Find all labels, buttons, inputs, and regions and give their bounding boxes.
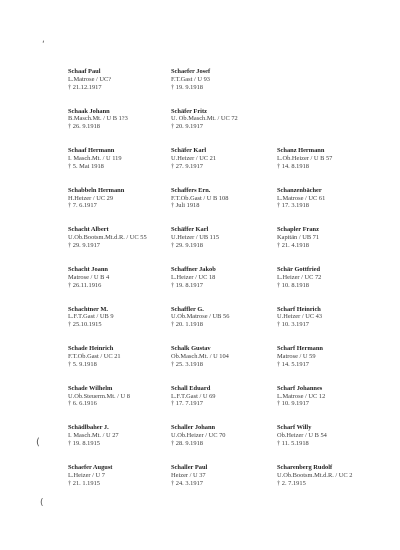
entry-death: † 14. 5.1917 bbox=[277, 360, 309, 368]
entry-unit: L.Matrose / UC 61 bbox=[277, 194, 326, 202]
list-entry bbox=[277, 424, 390, 464]
entry-death: † 28. 9.1918 bbox=[171, 439, 203, 447]
entry-name: Schall Eduard bbox=[171, 384, 211, 392]
entry-name: Schaller Johann bbox=[171, 424, 216, 432]
list-entry bbox=[68, 424, 171, 464]
entry-name: Schacht Joann bbox=[68, 265, 108, 273]
entry-name: Schanz Hermann bbox=[277, 147, 325, 155]
entry-death: † 29. 9.1918 bbox=[171, 241, 203, 249]
entry-death: † 25.10.1915 bbox=[68, 321, 102, 329]
entry-name: Schaaf Hermann bbox=[68, 147, 115, 155]
entry-name: Schaffner Jakob bbox=[171, 265, 216, 273]
entry-death: † 26.11.1916 bbox=[68, 281, 102, 289]
entry-unit: H.Heizer / UC 29 bbox=[68, 194, 114, 202]
list-entry bbox=[68, 68, 171, 108]
entry-death: † 10. 8.1918 bbox=[277, 281, 309, 289]
entry-unit: L.F.T.Gast / U 69 bbox=[171, 392, 216, 400]
entry-death: † 24. 3.1917 bbox=[171, 479, 203, 487]
entry-name: Schanzenbächer bbox=[277, 186, 322, 194]
entry-name: Scharf Willy bbox=[277, 424, 312, 432]
entry-unit: L.Matrose / UC 12 bbox=[277, 392, 326, 400]
entry-death: † 10. 3.1917 bbox=[277, 321, 309, 329]
list-entry bbox=[277, 68, 390, 108]
entry-unit: Matrose / U 59 bbox=[277, 352, 316, 360]
entry-unit: I. Masch.Mt. / U 27 bbox=[68, 432, 119, 440]
entry-unit: U.Ob.Heizer / UC 70 bbox=[171, 432, 226, 440]
list-entry bbox=[68, 266, 171, 306]
entry-death: † 27. 9.1917 bbox=[171, 162, 203, 170]
entry-death: † 17. 7.1917 bbox=[171, 400, 203, 408]
entry-death: † 21. 4.1918 bbox=[277, 241, 309, 249]
entry-unit: Kapitän / UB 71 bbox=[277, 234, 320, 242]
entry-death: † 25. 3.1918 bbox=[171, 360, 203, 368]
list-entry bbox=[277, 226, 390, 266]
entry-death: † 21.12.1917 bbox=[68, 83, 102, 91]
list-entry bbox=[68, 108, 171, 148]
entry-name: Schaefer Josef bbox=[171, 68, 211, 75]
entry-unit: U.Heizer / UB 115 bbox=[171, 234, 220, 242]
list-entry bbox=[171, 306, 277, 346]
entry-death: † 7. 6.1917 bbox=[68, 202, 97, 210]
entry-name: Schaefer August bbox=[68, 463, 113, 471]
list-entry bbox=[171, 147, 277, 187]
entry-name: Scharf Hermann bbox=[277, 345, 323, 353]
entry-death: † 17. 3.1918 bbox=[277, 202, 309, 210]
entry-name: Scharf Johannes bbox=[277, 384, 323, 392]
entry-death: † 19. 8.1917 bbox=[171, 281, 203, 289]
entry-name: Schachtner M. bbox=[68, 305, 108, 313]
entry-name: Schaffers Ern. bbox=[171, 186, 211, 194]
list-entry bbox=[171, 226, 277, 266]
entry-death: † 19. 9.1918 bbox=[171, 83, 203, 91]
entry-unit: F.T.Gast / U 93 bbox=[171, 75, 210, 83]
entry-death: † 20. 9.1917 bbox=[171, 123, 203, 131]
entry-name: Schaaf Paul bbox=[68, 68, 101, 75]
entry-unit: F.T.Ob.Gast / U B 108 bbox=[171, 194, 229, 202]
entry-name: Schäfer Karl bbox=[171, 147, 207, 155]
list-entry bbox=[171, 464, 277, 504]
entry-name: Schalk Gustav bbox=[171, 345, 211, 353]
corner-mark: ‘ bbox=[42, 40, 45, 50]
list-entry bbox=[277, 266, 390, 306]
margin-bracket: ( bbox=[40, 498, 44, 508]
entry-unit: U.Heizer / UC 43 bbox=[277, 313, 323, 321]
entry-unit: L.F.T.Gast / UB 9 bbox=[68, 313, 114, 321]
entry-unit: F.T.Ob.Gast / UC 21 bbox=[68, 352, 121, 360]
entry-death: † 19. 8.1915 bbox=[68, 439, 100, 447]
list-entry bbox=[68, 385, 171, 425]
entry-death: † Juli 1918 bbox=[171, 202, 200, 210]
entry-name: Schäffer Karl bbox=[171, 226, 209, 234]
entry-unit: L.Ob.Heizer / U B 57 bbox=[277, 154, 333, 162]
entry-name: Schäfer Fritz bbox=[171, 107, 207, 115]
list-entry bbox=[171, 108, 277, 148]
list-entry bbox=[68, 464, 171, 504]
entry-unit: U.Heizer / UC 21 bbox=[171, 154, 217, 162]
entry-death: † 11. 5.1918 bbox=[277, 439, 309, 447]
entry-name: Schaller Paul bbox=[171, 463, 208, 471]
entry-name: Schaffler G. bbox=[171, 305, 204, 313]
entry-name: Schädlbaher J. bbox=[68, 424, 109, 432]
entry-name: Schapler Franz bbox=[277, 226, 319, 234]
list-entry bbox=[277, 345, 390, 385]
list-entry bbox=[68, 226, 171, 266]
entry-death: † 14. 8.1918 bbox=[277, 162, 309, 170]
list-entry bbox=[277, 306, 390, 346]
entry-unit: B.Masch.Mt. / U B 1?3 bbox=[68, 115, 128, 123]
list-entry bbox=[277, 147, 390, 187]
entry-unit: U.Ob.Bootsm.Mt.d.R. / UC 55 bbox=[68, 234, 147, 242]
entry-name: Schär Gottfried bbox=[277, 265, 321, 273]
list-entry bbox=[68, 147, 171, 187]
list-entry bbox=[68, 306, 171, 346]
entry-death: † 21. 1.1915 bbox=[68, 479, 100, 487]
entry-name: Schacht Albert bbox=[68, 226, 109, 234]
entry-unit: L.Matrose / UC? bbox=[68, 75, 112, 83]
entry-death: † 10. 9.1917 bbox=[277, 400, 309, 408]
entry-name: Schade Heinrich bbox=[68, 345, 114, 353]
entry-death: † 26. 9.1918 bbox=[68, 123, 100, 131]
list-entry bbox=[277, 187, 390, 227]
casualty-list bbox=[68, 68, 390, 504]
list-entry bbox=[171, 187, 277, 227]
entry-death: † 5. 9.1918 bbox=[68, 360, 97, 368]
list-entry bbox=[171, 266, 277, 306]
margin-bracket: ( bbox=[36, 437, 40, 448]
list-entry bbox=[68, 187, 171, 227]
entry-name: Schade Wilhelm bbox=[68, 384, 113, 392]
list-entry bbox=[171, 345, 277, 385]
entry-name: Schaak Johann bbox=[68, 107, 110, 115]
list-entry bbox=[277, 464, 390, 504]
entry-death: † 6. 6.1916 bbox=[68, 400, 97, 408]
entry-unit: U.Ob.Steuerm.Mt. / U 8 bbox=[68, 392, 130, 400]
entry-unit: L.Heizer / U 7 bbox=[68, 471, 105, 479]
list-entry bbox=[68, 345, 171, 385]
entry-unit: I. Masch.Mt. / U 119 bbox=[68, 154, 122, 162]
list-entry bbox=[171, 68, 277, 108]
list-entry bbox=[171, 385, 277, 425]
list-entry bbox=[171, 424, 277, 464]
entry-unit: Ob.Masch.Mt. / U 104 bbox=[171, 352, 229, 360]
list-entry bbox=[277, 108, 390, 148]
entry-unit: U.Ob.Matrose / UB 56 bbox=[171, 313, 230, 321]
entry-death: † 5. Mai 1918 bbox=[68, 162, 104, 170]
entry-unit: Heizer / U 37 bbox=[171, 471, 206, 479]
entry-unit: L.Heizer / UC 18 bbox=[171, 273, 216, 281]
entry-name: Scharf Heinrich bbox=[277, 305, 321, 313]
entry-unit: U.Ob.Bootsm.Mt.d.R. / UC 2 bbox=[277, 471, 353, 479]
entry-name: Scharenberg Rudolf bbox=[277, 463, 333, 471]
list-entry bbox=[277, 385, 390, 425]
entry-unit: Matrose / U B 4 bbox=[68, 273, 110, 281]
entry-unit: U. Ob.Masch.Mt. / UC 72 bbox=[171, 115, 238, 123]
entry-unit: L.Heizer / UC 72 bbox=[277, 273, 322, 281]
entry-death: † 20. 1.1918 bbox=[171, 321, 203, 329]
entry-name: Schabbeln Hermann bbox=[68, 186, 125, 194]
entry-death: † 29. 9.1917 bbox=[68, 241, 100, 249]
entry-unit: Ob.Heizer / U B 54 bbox=[277, 432, 327, 440]
entry-death: † 2. 7.1915 bbox=[277, 479, 306, 487]
